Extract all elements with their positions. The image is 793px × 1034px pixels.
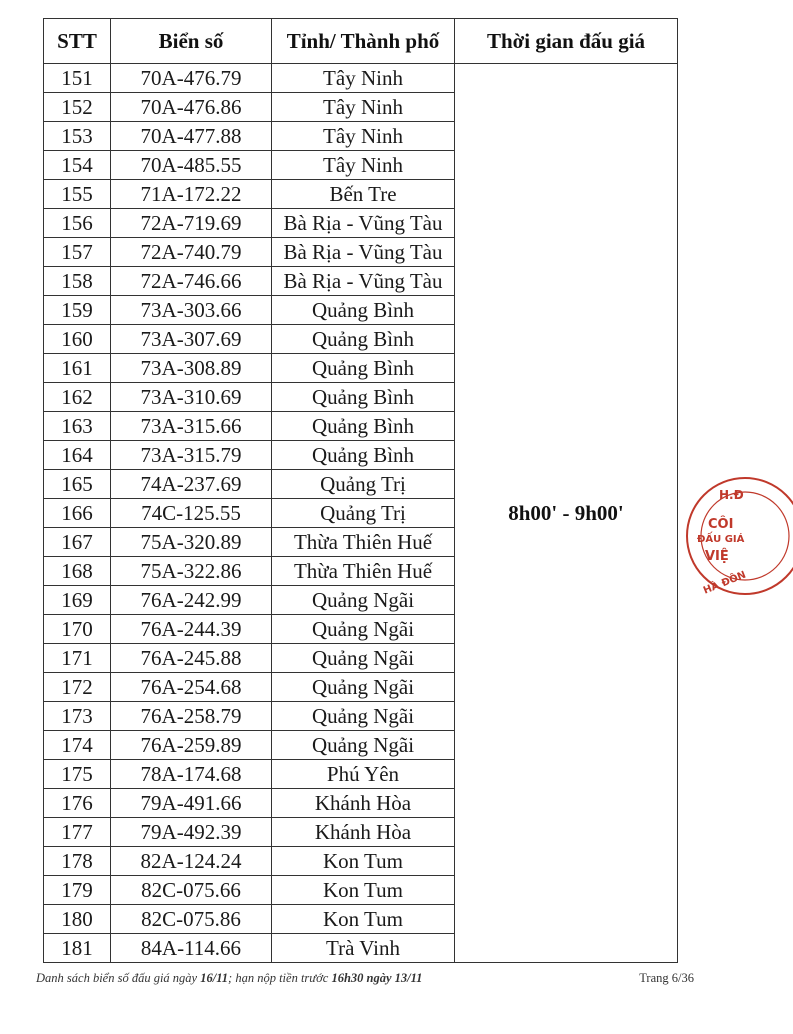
cell-stt: 167: [44, 528, 111, 557]
stamp-text-4: VIỆ: [705, 549, 729, 564]
page-number: Trang 6/36: [639, 971, 694, 985]
cell-province: Quảng Ngãi: [272, 586, 455, 615]
footer-date: 16/11: [200, 971, 229, 985]
header-stt: STT: [44, 19, 111, 64]
cell-stt: 179: [44, 876, 111, 905]
cell-stt: 163: [44, 412, 111, 441]
cell-province: Trà Vinh: [272, 934, 455, 963]
cell-stt: 164: [44, 441, 111, 470]
cell-plate: 70A-485.55: [111, 151, 272, 180]
stamp-text-1: H.Đ: [719, 488, 744, 502]
cell-plate: 75A-320.89: [111, 528, 272, 557]
cell-province: Quảng Ngãi: [272, 731, 455, 760]
stamp-text-2: CÔI: [708, 517, 734, 532]
cell-province: Quảng Bình: [272, 412, 455, 441]
cell-stt: 169: [44, 586, 111, 615]
cell-province: Quảng Bình: [272, 441, 455, 470]
cell-province: Quảng Bình: [272, 325, 455, 354]
cell-stt: 174: [44, 731, 111, 760]
cell-province: Quảng Ngãi: [272, 644, 455, 673]
cell-plate: 76A-242.99: [111, 586, 272, 615]
cell-province: Quảng Trị: [272, 499, 455, 528]
cell-plate: 73A-308.89: [111, 354, 272, 383]
table-body: [44, 64, 678, 963]
cell-province: Quảng Bình: [272, 296, 455, 325]
cell-plate: 82A-124.24: [111, 847, 272, 876]
footer-note: [36, 971, 422, 986]
cell-province: Phú Yên: [272, 760, 455, 789]
cell-plate: 79A-491.66: [111, 789, 272, 818]
cell-province: Kon Tum: [272, 876, 455, 905]
cell-province: Bà Rịa - Vũng Tàu: [272, 238, 455, 267]
cell-stt: 180: [44, 905, 111, 934]
cell-stt: 166: [44, 499, 111, 528]
cell-plate: 70A-477.88: [111, 122, 272, 151]
cell-province: Quảng Ngãi: [272, 615, 455, 644]
cell-plate: 84A-114.66: [111, 934, 272, 963]
cell-stt: 165: [44, 470, 111, 499]
cell-stt: 168: [44, 557, 111, 586]
cell-stt: 181: [44, 934, 111, 963]
cell-plate: 75A-322.86: [111, 557, 272, 586]
cell-stt: 157: [44, 238, 111, 267]
cell-auction-time: 8h00' - 9h00': [455, 64, 678, 963]
cell-stt: 153: [44, 122, 111, 151]
cell-stt: 178: [44, 847, 111, 876]
cell-plate: 76A-245.88: [111, 644, 272, 673]
cell-province: Quảng Bình: [272, 354, 455, 383]
cell-stt: 176: [44, 789, 111, 818]
cell-province: Kon Tum: [272, 905, 455, 934]
cell-plate: 76A-254.68: [111, 673, 272, 702]
stamp-text-5: HÀ ĐÔN: [701, 569, 748, 597]
cell-stt: 177: [44, 818, 111, 847]
cell-stt: 156: [44, 209, 111, 238]
cell-plate: 82C-075.66: [111, 876, 272, 905]
stamp-text-3: ĐẤU GIÁ: [697, 534, 745, 545]
cell-stt: 171: [44, 644, 111, 673]
cell-plate: 72A-740.79: [111, 238, 272, 267]
cell-plate: 70A-476.79: [111, 64, 272, 93]
cell-plate: 79A-492.39: [111, 818, 272, 847]
cell-province: Bến Tre: [272, 180, 455, 209]
cell-plate: 73A-315.66: [111, 412, 272, 441]
cell-plate: 74A-237.69: [111, 470, 272, 499]
cell-plate: 82C-075.86: [111, 905, 272, 934]
footer-middle: ; hạn nộp tiền trước: [228, 971, 329, 985]
license-plate-table: [43, 18, 678, 963]
cell-province: Quảng Ngãi: [272, 673, 455, 702]
cell-stt: 151: [44, 64, 111, 93]
cell-plate: 72A-719.69: [111, 209, 272, 238]
cell-province: Thừa Thiên Huế: [272, 528, 455, 557]
cell-stt: 159: [44, 296, 111, 325]
header-province: Tỉnh/ Thành phố: [272, 19, 455, 64]
cell-province: Quảng Bình: [272, 383, 455, 412]
cell-stt: 175: [44, 760, 111, 789]
cell-province: Kon Tum: [272, 847, 455, 876]
table-row: [44, 64, 678, 93]
cell-plate: 74C-125.55: [111, 499, 272, 528]
cell-stt: 172: [44, 673, 111, 702]
cell-plate: 73A-303.66: [111, 296, 272, 325]
cell-stt: 152: [44, 93, 111, 122]
cell-province: Khánh Hòa: [272, 818, 455, 847]
cell-plate: 73A-307.69: [111, 325, 272, 354]
cell-plate: 73A-310.69: [111, 383, 272, 412]
cell-province: Tây Ninh: [272, 64, 455, 93]
cell-province: Bà Rịa - Vũng Tàu: [272, 267, 455, 296]
cell-province: Quảng Trị: [272, 470, 455, 499]
cell-stt: 154: [44, 151, 111, 180]
cell-stt: 161: [44, 354, 111, 383]
cell-stt: 173: [44, 702, 111, 731]
cell-stt: 170: [44, 615, 111, 644]
red-stamp-seal: [683, 470, 793, 610]
header-time: Thời gian đấu giá: [455, 19, 678, 64]
cell-plate: 70A-476.86: [111, 93, 272, 122]
cell-plate: 76A-259.89: [111, 731, 272, 760]
footer-prefix: Danh sách biển số đấu giá ngày: [36, 971, 198, 985]
cell-province: Bà Rịa - Vũng Tàu: [272, 209, 455, 238]
cell-plate: 76A-258.79: [111, 702, 272, 731]
cell-plate: 78A-174.68: [111, 760, 272, 789]
cell-stt: 155: [44, 180, 111, 209]
cell-stt: 158: [44, 267, 111, 296]
cell-province: Quảng Ngãi: [272, 702, 455, 731]
cell-province: Tây Ninh: [272, 151, 455, 180]
header-plate: Biển số: [111, 19, 272, 64]
cell-province: Tây Ninh: [272, 93, 455, 122]
cell-plate: 76A-244.39: [111, 615, 272, 644]
cell-plate: 72A-746.66: [111, 267, 272, 296]
cell-province: Thừa Thiên Huế: [272, 557, 455, 586]
page-footer: [36, 971, 696, 991]
cell-province: Tây Ninh: [272, 122, 455, 151]
cell-plate: 73A-315.79: [111, 441, 272, 470]
footer-deadline: 16h30 ngày 13/11: [331, 971, 423, 985]
table-header-row: [44, 19, 678, 64]
cell-stt: 162: [44, 383, 111, 412]
cell-plate: 71A-172.22: [111, 180, 272, 209]
cell-stt: 160: [44, 325, 111, 354]
cell-province: Khánh Hòa: [272, 789, 455, 818]
